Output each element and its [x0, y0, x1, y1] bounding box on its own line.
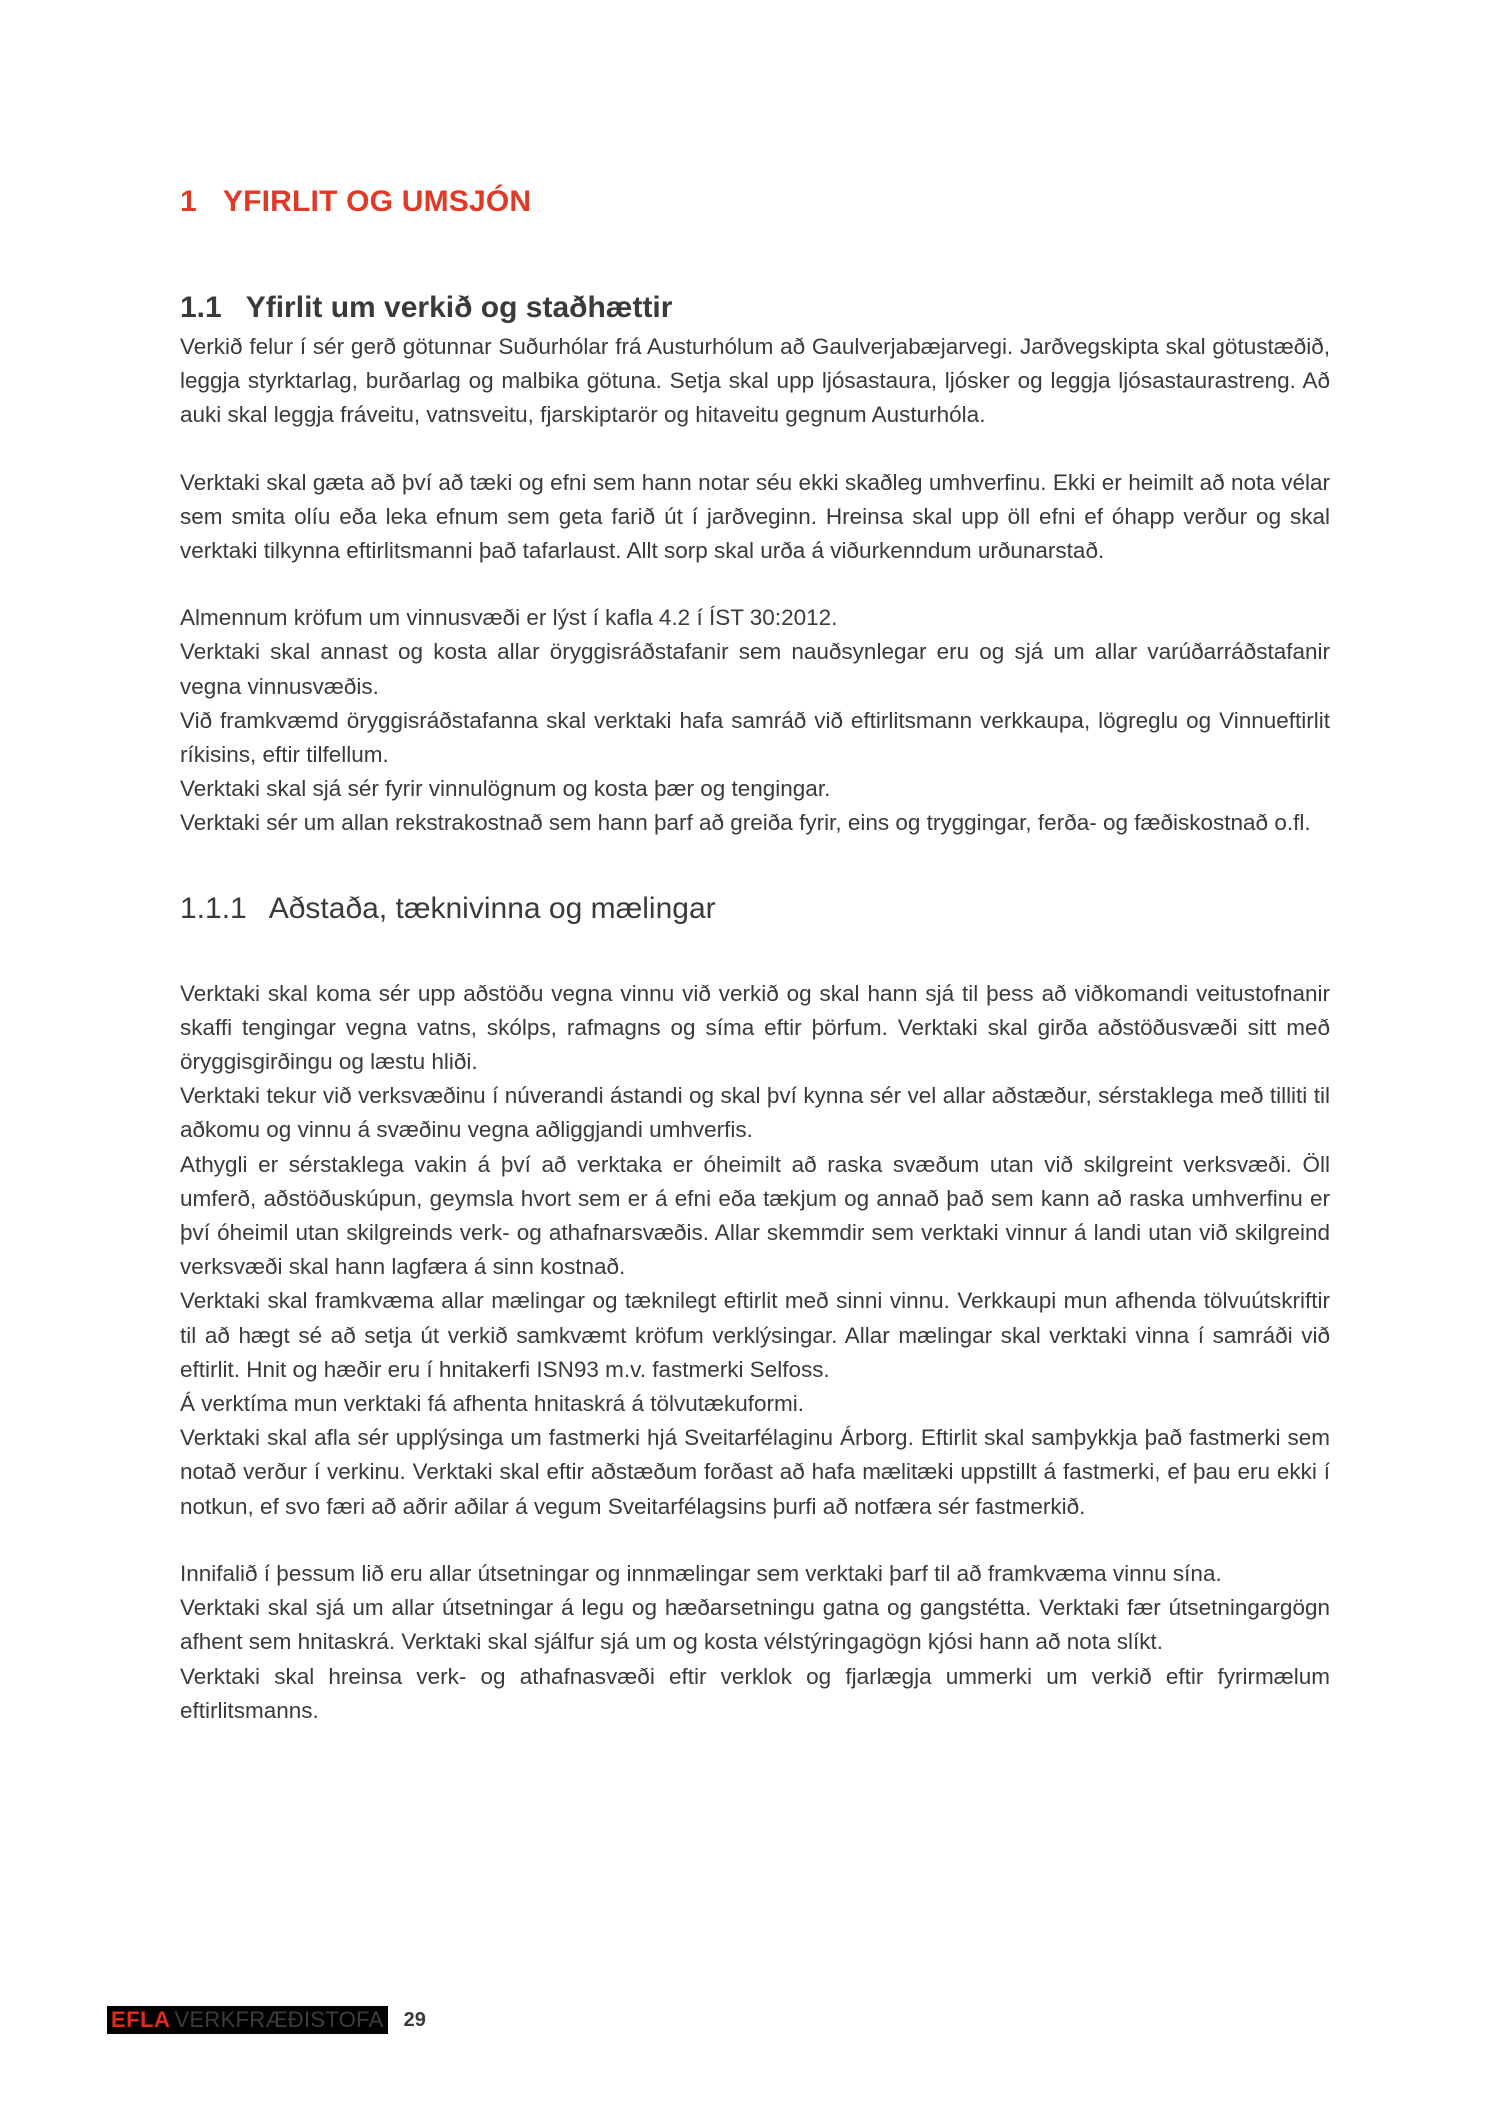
- section-heading: [180, 286, 1330, 330]
- page-number: 29: [403, 2008, 426, 2031]
- paragraph: Verktaki skal annast og kosta allar öryggisráðstafanir sem nauðsynlegar eru og sjá um allar varúðarráðstafanir vegna vinnusvæðis.: [180, 639, 1330, 699]
- section-title: Yfirlit um verkið og staðhættir: [245, 291, 673, 324]
- section-number: 1.1: [180, 291, 222, 324]
- paragraph: Verktaki skal afla sér upplýsinga um fastmerki hjá Sveitarfélaginu Árborg. Eftirlit skal samþykkja það fastmerki sem notað verður í verkinu. Verktaki skal eftir aðstæðum forðast að hafa mælitæki uppstillt á fastmerki, ef þau eru ekki í notkun, ef svo færi að aðrir aðilar á vegum Sveitarfélagsins þurfi að notfæra sér fastmerkið.: [180, 1425, 1330, 1519]
- paragraph: Verktaki skal sjá um allar útsetningar á legu og hæðarsetningu gatna og gangstétta. Verktaki fær útsetningargögn afhent sem hnitaskrá. Verktaki skal sjálfur sjá um og kosta vélstýringagögn kjósi hann að nota slíkt.: [180, 1595, 1330, 1655]
- logo-subtitle: VERKFRÆÐISTOFA: [174, 2007, 384, 2032]
- paragraph: Verktaki tekur við verksvæðinu í núverandi ástandi og skal því kynna sér vel allar aðstæður, sérstaklega með tilliti til aðkomu og vinnu á svæðinu vegna aðliggjandi umhverfis.: [180, 1083, 1330, 1143]
- page-content: [180, 178, 1330, 1761]
- paragraph: Verktaki skal framkvæma allar mælingar og tæknilegt eftirlit með sinni vinnu. Verkkaupi mun afhenda tölvuútskriftir til að hægt sé að setja út verkið samkvæmt kröfum verklýsingar. Allar mælingar skal verktaki vinna í samráði við eftirlit. Hnit og hæðir eru í hnitakerfi ISN93 m.v. fastmerki Selfoss.: [180, 1288, 1330, 1382]
- page-footer: [107, 2005, 426, 2035]
- paragraph: Á verktíma mun verktaki fá afhenta hnitaskrá á tölvutækuformi.: [180, 1391, 805, 1417]
- efla-logo: [107, 2006, 388, 2034]
- paragraph: Innifalið í þessum lið eru allar útsetningar og innmælingar sem verktaki þarf til að framkvæma vinnu sína.: [180, 1560, 1222, 1586]
- paragraph-block: [180, 330, 1330, 433]
- paragraph: Verktaki skal koma sér upp aðstöðu vegna vinnu við verkið og skal hann sjá til þess að viðkomandi veitustofnanir skaffi tengingar vegna vatns, skólps, rafmagns og síma eftir þörfum. Verktaki skal girða aðstöðusvæði sitt með öryggisgirðingu og læstu hliði.: [180, 980, 1330, 1075]
- paragraph: Almennum kröfum um vinnusvæði er lýst í kafla 4.2 í ÍST 30:2012.: [180, 605, 838, 631]
- paragraph: Við framkvæmd öryggisráðstafanna skal verktaki hafa samráð við eftirlitsmann verkkaupa, lögreglu og Vinnueftirlit ríkisins, eftir tilfellum.: [180, 707, 1330, 768]
- paragraph-block: [180, 1557, 1330, 1728]
- subsection-number: 1.1.1: [180, 891, 247, 925]
- paragraph-block: [180, 977, 1330, 1524]
- chapter-title: YFIRLIT OG UMSJÓN: [222, 185, 532, 218]
- chapter-number: 1: [180, 185, 197, 218]
- chapter-heading: [180, 178, 1330, 226]
- paragraph: Verktaki sér um allan rekstrakostnað sem hann þarf að greiða fyrir, eins og tryggingar, ferða- og fæðiskostnað o.fl.: [180, 810, 1311, 836]
- subsection-heading: [180, 887, 1330, 931]
- paragraph: Verktaki skal gæta að því að tæki og efni sem hann notar séu ekki skaðleg umhverfinu. Ekki er heimilt að nota vélar sem smita olíu eða leka efnum sem geta farið út í jarðveginn. Hreinsa skal upp öll efni ef óhapp verður og skal verktaki tilkynna eftirlitsmanni það tafarlaust. Allt sorp skal urða á viðurkenndum urðunarstað.: [180, 469, 1330, 564]
- paragraph: Verkið felur í sér gerð götunnar Suðurhólar frá Austurhólum að Gaulverjabæjarvegi. Jarðvegskipta skal götustæðið, leggja styrktarlag, burðarlag og malbika götuna. Setja skal upp ljósastaura, ljósker og leggja ljósastaurastreng. Að auki skal leggja fráveitu, vatnsveitu, fjarskiptarör og hitaveitu gegnum Austurhóla.: [180, 334, 1330, 428]
- paragraph: Verktaki skal hreinsa verk- og athafnasvæði eftir verklok og fjarlægja ummerki um verkið eftir fyrirmælum eftirlitsmanns.: [180, 1663, 1330, 1723]
- logo-brand: EFLA: [111, 2007, 171, 2032]
- paragraph-block: [180, 601, 1330, 840]
- paragraph-block: [180, 466, 1330, 569]
- paragraph: Verktaki skal sjá sér fyrir vinnulögnum og kosta þær og tengingar.: [180, 776, 831, 802]
- paragraph: Athygli er sérstaklega vakin á því að verktaka er óheimilt að raska svæðum utan við skilgreint verksvæði. Öll umferð, aðstöðuskúpun, geymsla hvort sem er á efni eða tækjum og annað það sem kann að raska umhverfinu er því óheimil utan skilgreinds verk- og athafnarsvæðis. Allar skemmdir sem verktaki vinnur á landi utan við skilgreind verksvæði skal hann lagfæra á sinn kostnað.: [180, 1151, 1330, 1280]
- subsection-title: Aðstaða, tæknivinna og mælingar: [268, 891, 716, 925]
